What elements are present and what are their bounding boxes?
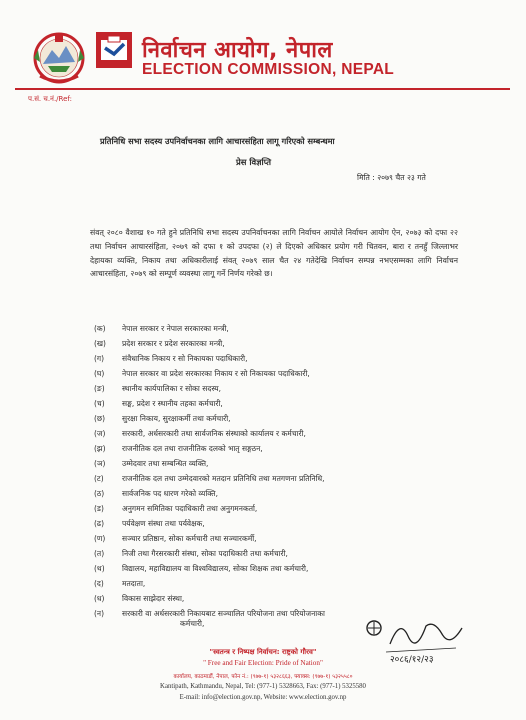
list-item-text: प्रदेश सरकार र प्रदेश सरकारका मन्त्री, [122,339,225,348]
list-item-marker: (न) [94,609,105,618]
list-item-text: नेपाल सरकार वा प्रदेश सरकारका निकाय र सो निकायका पदाधिकारी, [122,369,310,378]
list-item [94,414,231,424]
list-item [94,564,308,574]
list-item-marker: (झ) [94,444,106,453]
footer-slogan-nepali: "स्वतन्त्र र निष्पक्ष निर्वाचन: राष्ट्रको गौरव" [209,648,317,656]
list-item [94,474,325,484]
list-item-text: राजनीतिक दल तथा राजनीतिक दलको भातृ सङ्गठन, [122,444,263,453]
list-item-text: विद्यालय, महाविद्यालय वा विश्वविद्यालय, सोका शिक्षक तथा कर्मचारी, [122,564,309,573]
list-item [94,369,310,379]
list-item [94,399,223,409]
list-item-marker: (ङ) [94,384,105,393]
list-item-text: सङ्घ, प्रदेश र स्थानीय तहका कर्मचारी, [122,399,223,408]
reference-label: प.सं. च.नं./Ref: [28,95,72,103]
subject-line: प्रतिनिधि सभा सदस्य उपनिर्वाचनका लागि आचारसंहिता लागू गरिएको सम्बन्धमा [100,136,335,146]
list-item [94,324,229,334]
press-release-heading: प्रेस विज्ञप्ति [236,157,272,167]
list-item-continuation: कर्मचारी, [180,619,205,628]
list-item [94,504,257,514]
footer-contact-web: E-mail: info@election.gov.np, Website: www.election.gov.np [179,694,347,701]
list-item-text: विकास साझेदार संस्था, [122,594,185,603]
list-item-text: सरकारी, अर्धसरकारी तथा सार्वजनिक संस्थाको कार्यालय र कर्मचारी, [122,429,306,438]
list-item [94,579,145,589]
list-item-marker: (ड) [94,504,104,513]
list-item [94,429,306,439]
list-item [94,459,208,469]
list-item-marker: (ण) [94,534,106,543]
list-item [94,489,218,499]
list-item-text: पर्यवेक्षण संस्था तथा पर्यवेक्षक, [122,519,205,528]
list-item-text: सुरक्षा निकाय, सुरक्षाकर्मी तथा कर्मचारी, [122,414,231,423]
list-item-text: उम्मेदवार तथा सम्बन्धित व्यक्ति, [122,459,209,468]
footer-address-english: Kantipath, Kathmandu, Nepal, Tel: (977-1) 5328663, Fax: (977-1) 5325580 [160,683,366,690]
list-item-marker: (छ) [94,414,106,423]
list-item-text: सार्वजनिक पद धारण गरेको व्यक्ति, [122,489,218,498]
letterhead-title-english: ELECTION COMMISSION, NEPAL [142,61,395,78]
list-item-marker: (ढ) [94,519,105,528]
list-item-marker: (ग) [94,354,105,363]
letterhead [30,28,500,84]
list-item-text: नेपाल सरकार र नेपाल सरकारका मन्त्री, [122,324,229,333]
list-item-marker: (घ) [94,369,105,378]
list-item [94,609,325,619]
list-item-text: संवैधानिक निकाय र सो निकायका पदाधिकारी, [122,354,248,363]
list-item-marker: (त) [94,549,105,558]
list-item-marker: (क) [94,324,106,333]
list-item [94,384,221,394]
list-item [94,519,205,529]
list-item [94,444,263,454]
list-item [94,594,184,604]
list-item-text: राजनीतिक दल तथा उम्मेदवारको मतदान प्रतिनिधि तथा मतगणना प्रतिनिधि, [122,474,325,483]
list-item-text: सरकारी वा अर्धसरकारी निकायबाट सञ्चालित परियोजना तथा परियोजनाका [122,609,325,618]
list-item-marker: (ञ) [94,459,106,468]
list-item-text: मतदाता, [122,579,146,588]
list-item-marker: (ठ) [94,489,105,498]
list-item [94,339,225,349]
body-paragraph: संवत् २०८० वैशाख १० गते हुने प्रतिनिधि सभा सदस्य उपनिर्वाचनका लागि निर्वाचन आयोले निर्वाचन आयोग ऐन, २०७३ को दफा २२ तथा निर्वाचन आचारसंहिता, २०७९ को दफा १ को उपदफा (२) ले दिएको अधिकार प्रयोग गरी चितवन, बारा र तनहुँ जिल्लाभर देहायका व्यक्ति, निकाय तथा अधिकारीलाई संवत् २०७९ साल चैत २४ गतेदेखि निर्वाचन सम्पन्न नभएसम्मका लागि निर्वाचन आचारसंहिता, २०७९ को सम्पूर्ण व्यवस्था लागू गर्ने निर्णय गरेको छ। [90,228,458,279]
list-item-marker: (ध) [94,594,105,603]
list-item-marker: (थ) [94,564,105,573]
list-item-marker: (च) [94,399,105,408]
list-item-marker: (ज) [94,429,106,438]
nepal-emblem-icon [30,28,88,84]
list-item-text: निजी तथा गैरसरकारी संस्था, सोका पदाधिकारी तथा कर्मचारी, [122,549,288,558]
list-item-text: स्थानीय कार्यपालिका र सोका सदस्य, [122,384,221,393]
list-item-text: सञ्चार प्रतिष्ठान, सोका कर्मचारी तथा सञ्चारकर्मी, [122,534,257,543]
date-line: मिति : २०७९ चैत २३ गते [357,173,426,182]
list-item [94,534,257,544]
footer-slogan-english: " Free and Fair Election: Pride of Nation" [203,659,323,667]
list-item-marker: (ख) [94,339,106,348]
letterhead-title-nepali: निर्वाचन आयोग, नेपाल [142,38,333,63]
footer-address-nepali: कार्यालय, काठमाडौं, नेपाल, फोन नं.: (९७७-१) ५३२८६६३, फ्याक्स: (९७७-१) ५३२५५८० [173,674,353,680]
header-divider [15,88,510,90]
list-item-marker: (द) [94,579,104,588]
list-item [94,549,288,559]
list-item-marker: (ट) [94,474,104,483]
list-item [94,354,248,364]
list-item-text: अनुगमन समितिका पदाधिकारी तथा अनुगमनकर्ता, [122,504,258,513]
election-commission-logo-icon [96,32,132,68]
signature-date: २०८६/१२/२३ [390,655,434,665]
